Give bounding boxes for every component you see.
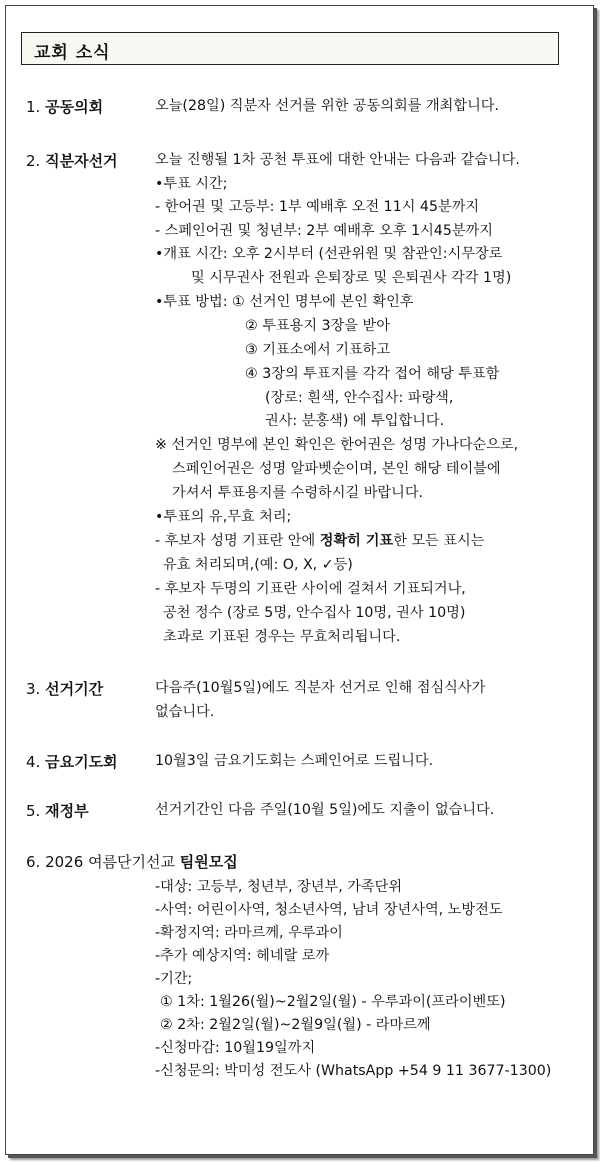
section-2-line: ④ 3장의 투표지를 각각 접어 해당 투표함 (245, 366, 500, 382)
section-2-line: - 후보자 두명의 기표란 사이에 걸쳐서 기표되거나, (155, 581, 466, 597)
section-2-line: ② 투표용지 3장을 받아 (245, 318, 390, 334)
title-box (21, 32, 559, 65)
section-heading: 공동의회 (45, 98, 104, 116)
section-number: 5. (26, 802, 41, 820)
section-2-line: 오늘 진행될 1차 공천 투표에 대한 안내는 다음과 같습니다. (155, 152, 520, 168)
section-2-line: •투표의 유,무효 처리; (155, 509, 292, 525)
section-number: 6. (26, 853, 41, 871)
text-span: - 후보자 성명 기표란 안에 (155, 533, 320, 549)
section-6-line: ② 2차: 2월2일(월)~2월9일(월) - 라마르께 (160, 1017, 431, 1033)
section-number: 4. (26, 753, 41, 771)
section-1-label (26, 96, 103, 117)
section-heading: 직분자선거 (45, 152, 118, 170)
section-heading: 금요기도회 (45, 753, 118, 771)
section-2-line: 초과로 기표된 경우는 무효처리됩니다. (163, 629, 401, 645)
section-2-line: - 한어권 및 고등부: 1부 예배후 오전 11시 45분까지 (155, 199, 480, 215)
section-heading: 팀원모집 (179, 853, 238, 871)
section-number: 1. (26, 98, 41, 116)
emphasis-text: 정확히 기표 (319, 533, 394, 549)
section-1-line: 오늘(28일) 직분자 선거를 위한 공동의회를 개최합니다. (155, 98, 499, 114)
section-6-line: -기간; (155, 971, 193, 987)
section-6-line: -확정지역: 라마르께, 우루과이 (155, 925, 343, 941)
section-6-line: -대상: 고등부, 청년부, 장년부, 가족단위 (155, 879, 403, 895)
section-6-line: -신청마감: 10월19일까지 (155, 1040, 316, 1056)
section-2-line: 공천 정수 (장로 5명, 안수집사 10명, 권사 10명) (163, 605, 466, 621)
section-2-line: (장로: 흰색, 안수집사: 파랑색, (265, 390, 454, 406)
section-number: 3. (26, 680, 41, 698)
section-number: 2. (26, 152, 41, 170)
section-4-label (26, 751, 118, 772)
section-2-line: 및 시무권사 전원과 은퇴장로 및 은퇴권사 각각 1명) (191, 270, 512, 286)
section-2-line: 가셔서 투표용지를 수령하시길 바랍니다. (172, 485, 424, 501)
section-5-label (26, 800, 89, 821)
section-2-line: 권사: 분홍색) 에 투입합니다. (265, 413, 445, 429)
section-6-line: ① 1차: 1월26(월)~2월2일(월) - 우루과이(프라이벤또) (160, 994, 506, 1010)
section-6-line: -사역: 어린이사역, 청소년사역, 남녀 장년사역, 노방전도 (155, 902, 503, 918)
section-4-line: 10월3일 금요기도회는 스페인어로 드립니다. (155, 753, 434, 769)
section-heading: 재정부 (45, 802, 89, 820)
section-6-line: -신청문의: 박미성 전도사 (WhatsApp +54 9 11 3677-1300) (155, 1063, 552, 1079)
section-3-line: 없습니다. (155, 704, 215, 720)
section-3-label (26, 678, 103, 699)
section-2-line: •개표 시간: 오후 2시부터 (선관위원 및 참관인:시무장로 (155, 246, 503, 262)
section-2-line: •투표 시간; (155, 176, 228, 192)
section-5-line: 선거기간인 다음 주일(10월 5일)에도 지출이 없습니다. (155, 802, 495, 818)
page-title: 교회 소식 (34, 43, 111, 63)
section-2-line (155, 532, 484, 550)
section-2-label (26, 150, 118, 171)
section-3-line: 다음주(10월5일)에도 직분자 선거로 인해 점심식사가 (155, 680, 486, 696)
section-2-line: 스페인어권은 성명 알파벳순이며, 본인 해당 테이블에 (172, 461, 501, 477)
section-heading-plain: 여름단기선교 (88, 853, 176, 871)
section-2-line: - 스페인어권 및 청년부: 2부 예배후 오후 1시45분까지 (155, 223, 493, 239)
section-2-line: ※ 선거인 명부에 본인 확인은 한어권은 성명 가나다순으로, (155, 437, 519, 453)
section-6-line: -추가 예상지역: 헤네랄 로까 (155, 948, 330, 964)
section-2-line: 유효 처리되며,(예: O, X, ✓등) (163, 557, 353, 573)
text-span: 한 모든 표시는 (393, 533, 485, 549)
section-2-line: ③ 기표소에서 기표하고 (245, 342, 391, 358)
section-6-label (26, 851, 238, 872)
section-heading: 선거기간 (45, 680, 104, 698)
section-year: 2026 (45, 853, 84, 871)
section-2-line: •투표 방법: ① 선거인 명부에 본인 확인후 (155, 294, 414, 310)
